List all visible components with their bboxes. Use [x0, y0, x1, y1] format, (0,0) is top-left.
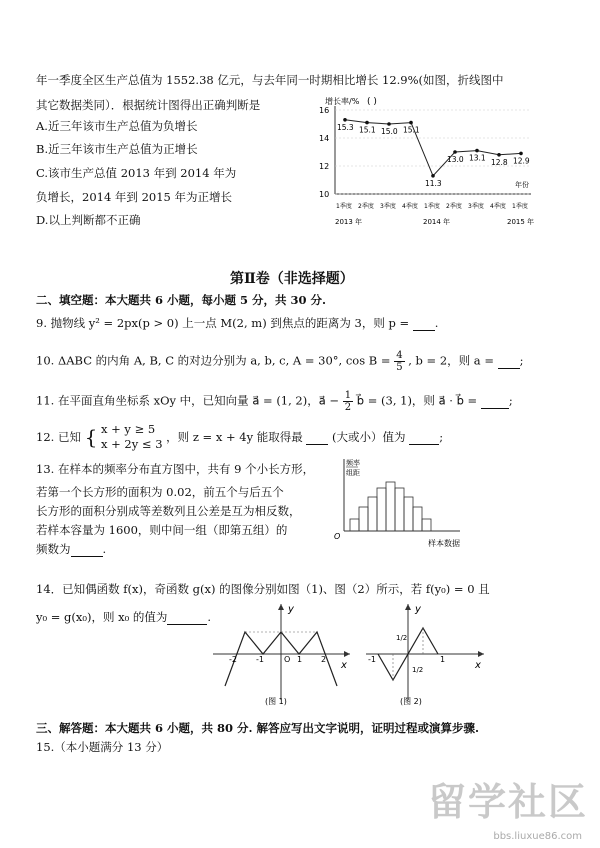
q8-line1: 年一季度全区生产总值为 1552.38 亿元，与去年同一时期相比增长 12.9%(如图，折线图中 — [36, 73, 504, 87]
chart-answer-paren: ( ) — [367, 97, 377, 107]
q12-value-blank[interactable] — [409, 430, 439, 445]
q11: 11. 在平面直角坐标系 xOy 中，已知向量 a⃗ = (1, 2)，a⃗ − $\frac{1}{2}$ b⃗ = (3, 1)，则 a⃗ · b⃗ = ; — [36, 390, 513, 413]
fig2-x-arrow — [478, 651, 484, 657]
solve-header: 三、解答题：本大题共 6 小题，共 80 分. 解答应写出文字说明，证明过程或演算步骤. — [36, 721, 480, 735]
q13-line4: 若样本容量为 1600，则中间一组（即第五组）的 — [36, 523, 288, 537]
hist-bar — [404, 497, 413, 531]
fill-in-header: 二、填空题：本大题共 6 小题，每小题 5 分，共 30 分. — [36, 293, 327, 307]
growth-line-chart — [305, 92, 537, 232]
chart-category-label: 1季度 — [424, 203, 440, 210]
fig1-x-arrow — [344, 651, 350, 657]
hist-ylabel-top: 频率 — [346, 459, 360, 467]
fig1-tick-neg2: -2 — [229, 655, 237, 664]
q14-answer-blank[interactable] — [167, 610, 207, 625]
chart-year-2015: 2015 年 — [507, 218, 535, 226]
chart-category-label: 2季度 — [446, 203, 462, 210]
chart-point — [475, 149, 479, 153]
fig2-tick-half-x: 1/2 — [412, 666, 424, 674]
q8-option-c-line1: C.该市生产总值 2013 年到 2014 年为 — [36, 166, 237, 180]
q10-fraction: $\frac{4}{5}$ — [396, 350, 403, 373]
chart-x-categories — [336, 202, 528, 210]
hist-bar — [395, 488, 404, 531]
q13-answer-blank[interactable] — [71, 542, 103, 557]
fig1-origin: O — [284, 655, 291, 664]
q12: 12. 已知 { x + y ≥ 5 x + 2y ≤ 3 ，则 z = x + 4y 能取得最 (大或小）值为 ; — [36, 422, 444, 451]
chart-value-label: 13.1 — [469, 153, 486, 163]
q13-line5: 频数为 . — [36, 542, 107, 556]
hist-bar — [422, 519, 431, 531]
figure2-odd-function — [360, 600, 490, 710]
fig1-tick-neg1: -1 — [256, 655, 264, 664]
chart-category-label: 1季度 — [336, 203, 352, 210]
chart-value-label: 13.0 — [447, 155, 464, 164]
q12-text: 12. 已知 — [36, 430, 81, 444]
chart-category-label: 3季度 — [468, 203, 484, 210]
hist-bar — [413, 507, 422, 531]
chart-year-2014: 2014 年 — [423, 218, 451, 226]
chart-point — [497, 153, 501, 157]
q10-text: 10. ΔABC 的内角 A, B, C 的对边分别为 a, b, c, A = 30°, cos B = — [36, 353, 391, 368]
hist-ylabel-bottom: 组距 — [346, 469, 360, 477]
hist-bar — [368, 497, 377, 531]
hist-bar — [350, 519, 359, 531]
chart-point — [409, 121, 413, 125]
fig2-tick-1: 1 — [440, 655, 446, 664]
chart-value-label: 11.3 — [425, 178, 442, 188]
chart-point — [387, 122, 391, 126]
q13-line2: 若第一个长方形的面积为 0.02，前五个与后五个 — [36, 485, 284, 499]
chart-point — [431, 174, 435, 178]
q12-max-min-blank[interactable] — [306, 430, 328, 445]
watermark-logo: 留学社区 — [427, 780, 588, 824]
q13-line3: 长方形的面积分别成等差数列且公差是互为相反数， — [36, 504, 301, 518]
hist-xlabel: 样本数据 — [428, 539, 460, 548]
chart-value-label: 15.0 — [381, 127, 398, 136]
chart-point — [519, 152, 523, 156]
q8-option-d: D.以上判断都不正确 — [36, 213, 141, 227]
q11-fraction: $\frac{1}{2}$ — [344, 390, 352, 413]
q12-system: x + y ≥ 5 x + 2y ≤ 3 — [101, 422, 163, 451]
q8-line2: 其它数据类同）．根据统计图得出正确判断是 — [36, 98, 261, 112]
chart-ylabel: 增长率/% — [325, 97, 360, 106]
fig1-x-label: x — [341, 660, 347, 671]
hist-bar — [386, 482, 395, 531]
chart-ytick-label: 14 — [319, 134, 330, 143]
chart-point — [453, 150, 457, 154]
q15-header: 15.（本小题满分 13 分） — [36, 740, 169, 754]
q13-line1: 13. 在样本的频率分布直方图中，共有 9 个小长方形， — [36, 462, 315, 476]
fig1-tick-1: 1 — [297, 655, 303, 664]
fig2-tick-neg1: -1 — [368, 655, 376, 664]
fig1-caption: (图 1) — [265, 697, 287, 706]
chart-category-label: 1季度 — [512, 203, 528, 210]
q10-answer-blank[interactable] — [498, 354, 520, 369]
fig2-y-label: y — [415, 604, 421, 615]
q9-answer-blank[interactable] — [413, 316, 435, 331]
watermark-url: bbs.liuxue86.com — [493, 831, 582, 842]
chart-value-label: 15.1 — [403, 125, 420, 135]
q14-line2: y₀ = g(x₀)，则 x₀ 的值为 . — [36, 610, 212, 624]
hist-bars — [350, 482, 431, 531]
hist-bar — [377, 488, 386, 531]
chart-value-label: 15.1 — [359, 125, 376, 135]
chart-category-label: 3季度 — [380, 203, 396, 210]
q9: 9. 抛物线 y² = 2px(p > 0) 上一点 M(2, m) 到焦点的距离为 3，则 p = . — [36, 316, 439, 330]
q11-text: 11. 在平面直角坐标系 xOy 中，已知向量 a⃗ = (1, 2)，a⃗ − — [36, 393, 340, 408]
q9-text: 9. 抛物线 y² = 2px(p > 0) 上一点 M(2, m) 到焦点的距离为 3，则 p = — [36, 316, 410, 330]
fig2-caption: (图 2) — [400, 697, 422, 706]
q8-option-b: B.近三年该市生产总值为正增长 — [36, 142, 198, 156]
chart-xlabel: 年份 — [515, 181, 529, 189]
chart-value-label: 12.8 — [491, 157, 508, 167]
chart-year-2013: 2013 年 — [335, 218, 363, 226]
chart-value-label: 12.9 — [513, 156, 530, 166]
frequency-histogram — [330, 455, 490, 551]
q8-option-c-line2: 负增长，2014 年到 2015 年为正增长 — [36, 190, 232, 204]
q8-option-a: A.近三年该市生产总值为负增长 — [36, 119, 198, 133]
figure1-even-function — [205, 600, 355, 710]
chart-category-label: 4季度 — [402, 203, 418, 210]
q11-answer-blank[interactable] — [481, 394, 509, 409]
chart-value-labels — [337, 123, 530, 188]
fig2-y-arrow — [405, 604, 411, 610]
chart-ytick-label: 16 — [319, 106, 330, 115]
fig2-x-label: x — [475, 660, 481, 671]
q12-brace: { — [84, 425, 98, 449]
chart-point — [343, 118, 347, 122]
q10: 10. ΔABC 的内角 A, B, C 的对边分别为 a, b, c, A = 30°, cos B = $\frac{4}{5}$ , b = 2，则 a = ; — [36, 350, 524, 373]
q14-line1: 14．已知偶函数 f(x)，奇函数 g(x) 的图像分别如图（1)、图（2）所示，若 f(y₀) = 0 且 — [36, 582, 490, 596]
fig1-y-arrow — [278, 604, 284, 610]
chart-ytick-label: 12 — [319, 162, 330, 171]
chart-value-label: 15.3 — [337, 122, 354, 132]
part2-title: 第Ⅱ卷（非选择题） — [230, 271, 354, 287]
fig2-tick-half-y: 1/2 — [396, 634, 408, 642]
chart-ytick-label: 10 — [319, 190, 330, 199]
chart-y-ticks — [319, 106, 329, 199]
chart-category-label: 4季度 — [490, 203, 506, 210]
hist-bar — [359, 507, 368, 531]
chart-point — [365, 121, 369, 125]
hist-origin: O — [334, 532, 341, 541]
fig1-tick-2: 2 — [321, 655, 327, 664]
fig1-y-label: y — [288, 604, 294, 615]
chart-category-label: 2季度 — [358, 203, 374, 210]
